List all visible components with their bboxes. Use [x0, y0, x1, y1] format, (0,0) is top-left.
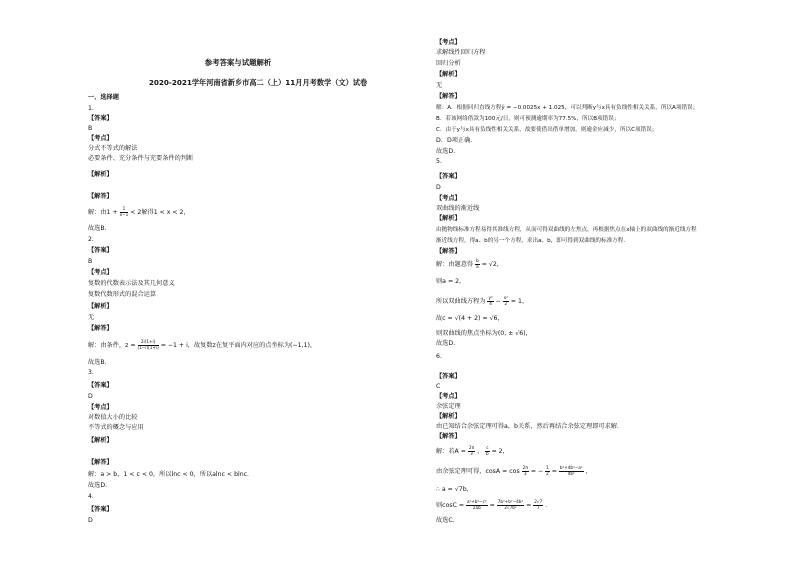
q6-fraction-6: $\frac{\text{a²+b²−c²}}{2ab}$	[467, 499, 487, 510]
right-column	[436, 0, 736, 562]
q6-analysis: 由已知结合余弦定理可得a，b关系，然后再结合余弦定理即可求解．	[436, 423, 624, 430]
q3-conclusion: 故选D.	[88, 482, 108, 489]
q6-fraction-3: $\frac{2\pi}{3}$	[522, 465, 528, 476]
q5-solution-4: 故c = √(4 + 2) = √6，	[436, 315, 504, 322]
q4-number: 4.	[88, 493, 94, 500]
q6-fraction-2: $\frac{c}{b}$	[486, 445, 489, 456]
q4-answer: D	[88, 517, 93, 524]
q5-solution-1: 解：由题意得 $\frac{b}{a}$ = √2，	[436, 258, 503, 269]
q2-analysis-tag: 【解析】	[88, 303, 113, 310]
q2-point-tag: 【考点】	[88, 269, 113, 276]
q6-analysis-tag: 【解析】	[436, 413, 461, 420]
q1-point-tag: 【考点】	[88, 135, 113, 142]
q3-point-1: 对数值大小的比较	[88, 414, 138, 421]
q2-point-1: 复数的代数表示法及其几何意义	[88, 280, 175, 287]
q2-solution-tag: 【解答】	[88, 325, 113, 332]
q2-number: 2.	[88, 236, 94, 243]
q1-point-2: 必要条件、充分条件与充要条件的判断	[88, 155, 194, 162]
q6-fraction-5: $\frac{\text{b²+4b²−a²}}{\text{4b²}}$	[559, 465, 583, 476]
q6-fraction-4: $\frac{1}{2}$	[546, 465, 549, 476]
q3-answer-tag: 【答案】	[88, 382, 113, 389]
q2-solution: 解：由条件，z = $\frac{2i(1+i)}{(1-i)(1+i)}$ = −1 + i，故复数z在复平面内对应的点坐标为(−1,1)，	[88, 339, 317, 350]
q4-solution-1: 解：A．根据回归直线方程ŷ = −0.0025x + 1.025，可以判断y与x具有负线性相关关系，所以A项错误；	[436, 105, 699, 111]
q6-conclusion: 故选C.	[436, 517, 455, 524]
q1-solution: 解：由1 + $\frac{1}{x-1}$ < 2解得1 < x < 2，	[88, 206, 190, 217]
q3-solution-tag: 【解答】	[88, 459, 113, 466]
q1-answer-tag: 【答案】	[88, 115, 113, 122]
q6-fraction-1: $\frac{2\pi}{3}$	[468, 445, 475, 456]
q5-fraction-1: $\frac{b}{a}$	[476, 258, 479, 269]
q6-fraction-8: $\frac{2√7}{7}$	[534, 499, 543, 510]
q4-solution-4: D．D项正确．	[436, 137, 477, 144]
q6-answer-tag: 【答案】	[436, 373, 461, 380]
q6-answer: C	[436, 383, 441, 390]
q2-point-2: 复数代数形式的混合运算	[88, 291, 157, 298]
q4-analysis-tag: 【解析】	[436, 71, 461, 78]
q4-conclusion: 故选D.	[436, 148, 456, 155]
q2-answer-tag: 【答案】	[88, 247, 113, 254]
q5-number: 5.	[436, 158, 442, 165]
q6-solution-2: 由余弦定理可得，cosA = cos $\frac{2\pi}{3}$ = − $\frac{1}{2}$ = $\frac{\text{b²+4b²−a²}}{\text{4b²}}$ ，	[436, 465, 592, 476]
q4-solution-2: B．若该网络借款为100元/日，则可预测逾期率为77.5%，所以B项错误；	[436, 116, 620, 122]
q5-analysis-2: 渐近线方程，得a、b的另一个方程，求出a、b，即可得到双曲线的标准方程．	[436, 238, 629, 244]
q4-point-1: 求解线性回归方程	[436, 49, 486, 56]
q6-number: 6.	[436, 353, 442, 360]
q6-solution-tag: 【解答】	[436, 433, 461, 440]
q1-point-1: 分式不等式的解法	[88, 145, 138, 152]
q5-solution-tag: 【解答】	[436, 248, 461, 255]
q4-analysis: 无	[436, 82, 443, 89]
q2-fraction: $\frac{2i(1+i)}{(1-i)(1+i)}$	[137, 339, 159, 350]
q2-conclusion: 故选B.	[88, 359, 107, 366]
q5-analysis-tag: 【解析】	[436, 215, 461, 222]
q6-fraction-7: $\frac{\text{7b²+b²−4b²}}{\text{2√7b²}}$	[497, 499, 524, 510]
q3-point-2: 不等式的概念与应用	[88, 424, 144, 431]
q1-answer: B	[88, 125, 93, 132]
q6-solution-1: 解：若A = $\frac{2\pi}{3}$ ， $\frac{c}{b}$ = 2，	[436, 445, 509, 456]
q3-answer: D	[88, 393, 93, 400]
q2-answer: B	[88, 258, 93, 265]
q1-number: 1.	[88, 105, 94, 112]
q3-solution: 解：a > b，1 < c < 0，所以lnc < 0，所以alnc < blnc．	[88, 471, 254, 478]
q6-solution-3: ∴ a = √7b，	[436, 486, 473, 493]
q5-solution-2: 则a = 2，	[436, 278, 466, 285]
q5-solution-5: 则双曲线的焦点坐标为(0, ± √6)，	[436, 330, 532, 337]
q5-point-tag: 【考点】	[436, 195, 461, 202]
q3-number: 3.	[88, 369, 94, 376]
q4-point-2: 回归分析	[436, 60, 461, 67]
q2-analysis: 无	[88, 314, 95, 321]
q5-analysis-1: 由抛物线标准方程易得其准线方程，从而可得双曲线的左焦点，再根据焦点在x轴上的双曲线的渐近线方程	[436, 227, 697, 233]
q1-analysis-tag: 【解析】	[88, 171, 113, 178]
q5-answer: D	[436, 184, 441, 191]
doc-title: 参考答案与试题解析	[204, 58, 272, 67]
q4-answer-tag: 【答案】	[88, 506, 113, 513]
q5-fraction-2: $\frac{\text{y²}}{4}$	[488, 295, 493, 306]
q1-fraction: $\frac{1}{x-1}$	[119, 206, 129, 217]
q5-solution-3: 所以双曲线方程为 $\frac{\text{y²}}{4}$ − $\frac{\text{x²}}{2}$ = 1，	[436, 295, 529, 306]
q3-analysis-tag: 【解析】	[88, 437, 113, 444]
q6-solution-4: 则cosC = $\frac{\text{a²+b²−c²}}{2ab}$ = $\frac{\text{7b²+b²−4b²}}{\text{2√7b²}}$ = $\frac{2√7}{7}$ ．	[436, 499, 552, 510]
q4-solution-3: C．由于y与x具有负线性相关关系，故要使借出借单增加，则逾金应减少，所以C项错误；	[436, 127, 658, 133]
q5-fraction-3: $\frac{\text{x²}}{2}$	[503, 295, 508, 306]
q6-point-tag: 【考点】	[436, 393, 461, 400]
q1-solution-tag: 【解答】	[88, 193, 113, 200]
q5-answer-tag: 【答案】	[436, 173, 461, 180]
q6-point-1: 余弦定理	[436, 403, 461, 410]
q5-conclusion: 故选D.	[436, 340, 456, 347]
q3-point-tag: 【考点】	[88, 404, 113, 411]
q4-point-tag: 【考点】	[436, 39, 461, 46]
section-heading: 一、选择题	[88, 94, 119, 101]
q5-point-1: 双曲线的渐近线	[436, 205, 480, 212]
q4-solution-tag: 【解答】	[436, 93, 461, 100]
q1-conclusion: 故选B.	[88, 225, 107, 232]
left-column	[88, 0, 388, 562]
doc-subtitle: 2020-2021学年河南省新乡市高二（上）11月月考数学（文）试卷	[148, 78, 368, 87]
